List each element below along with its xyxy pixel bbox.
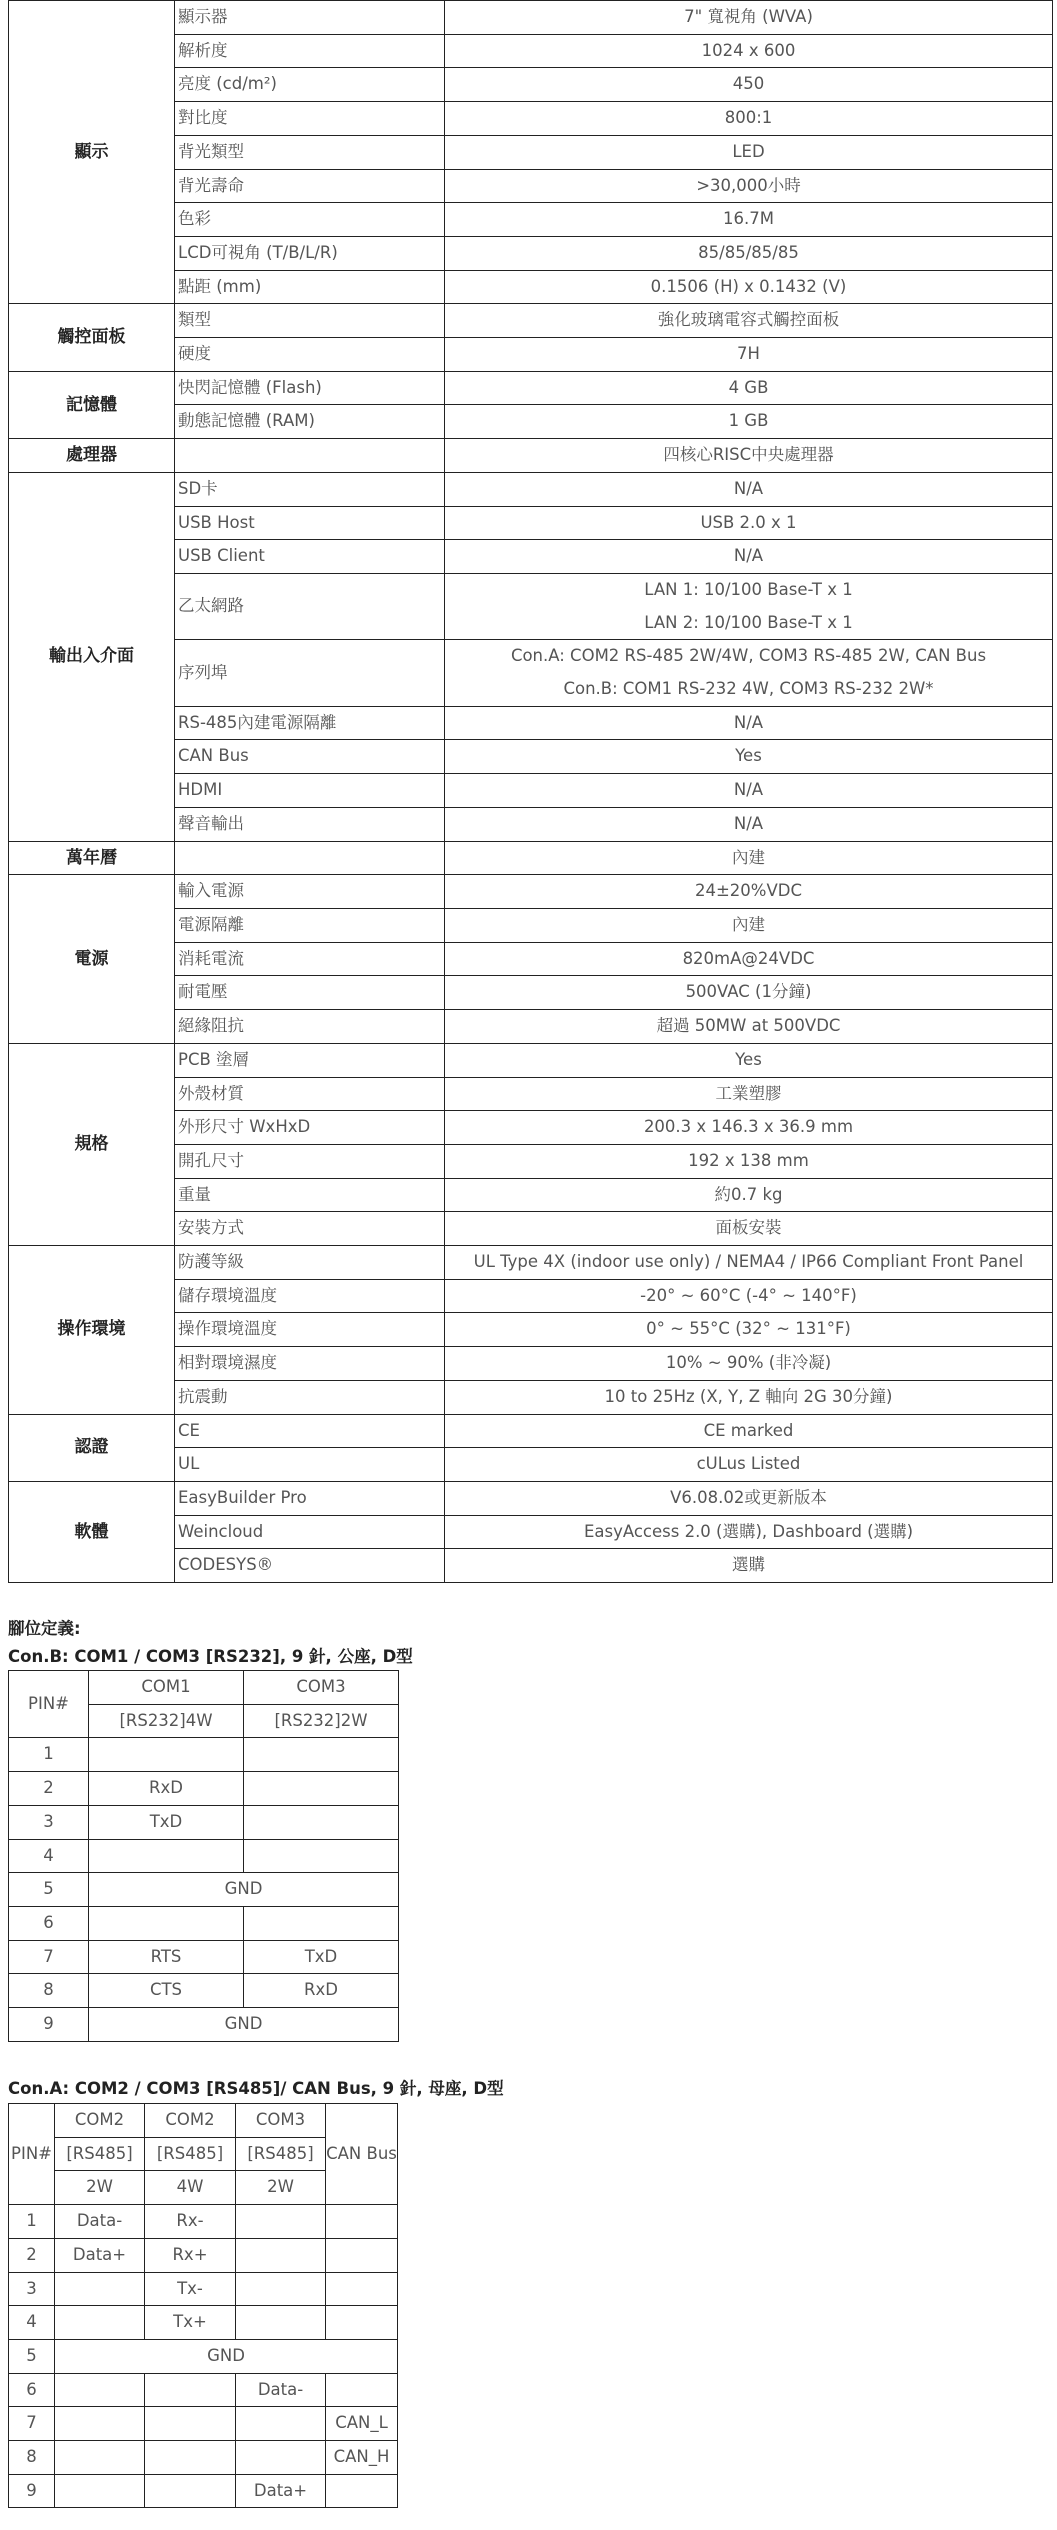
spec-label: 顯示器 xyxy=(175,1,445,35)
com2-2w-header-line1: COM2 xyxy=(55,2104,145,2138)
pin-signal: Tx+ xyxy=(145,2306,236,2340)
spec-value: 超過 50MW at 500VDC xyxy=(445,1010,1053,1044)
spec-label: 絕緣阻抗 xyxy=(175,1010,445,1044)
canbus-header: CAN Bus xyxy=(326,2104,398,2205)
com3-header-line1: COM3 xyxy=(244,1671,399,1705)
spec-category: 觸控面板 xyxy=(9,304,175,371)
pin-signal xyxy=(236,2238,326,2272)
spec-row xyxy=(9,304,1053,338)
spec-label: 亮度 (cd/m²) xyxy=(175,68,445,102)
spec-label: 硬度 xyxy=(175,338,445,372)
spec-label: 儲存環境溫度 xyxy=(175,1279,445,1313)
pin-number: 3 xyxy=(9,2272,55,2306)
spec-value: cULus Listed xyxy=(445,1448,1053,1482)
spec-value: N/A xyxy=(445,807,1053,841)
pin-signal: TxD xyxy=(244,1940,399,1974)
pin-signal xyxy=(55,2441,145,2475)
spec-value: 工業塑膠 xyxy=(445,1077,1053,1111)
spec-value: 1024 x 600 xyxy=(445,34,1053,68)
spec-value: UL Type 4X (indoor use only) / NEMA4 / IP66 Compliant Front Panel xyxy=(445,1246,1053,1280)
pin-signal xyxy=(145,2441,236,2475)
spec-category: 處理器 xyxy=(9,439,175,473)
spec-label: 聲音輸出 xyxy=(175,807,445,841)
spec-label: CAN Bus xyxy=(175,740,445,774)
spec-value: Yes xyxy=(445,740,1053,774)
spec-label: CE xyxy=(175,1414,445,1448)
spec-category: 認證 xyxy=(9,1414,175,1481)
pin-signal: Data- xyxy=(236,2373,326,2407)
spec-value: -20° ~ 60°C (-4° ~ 140°F) xyxy=(445,1279,1053,1313)
spec-value: LED xyxy=(445,135,1053,169)
pin-signal xyxy=(236,2407,326,2441)
pin-number: 9 xyxy=(9,2008,89,2042)
spec-label: 解析度 xyxy=(175,34,445,68)
com1-header-line2: [RS232]4W xyxy=(89,1704,244,1738)
spec-value: 7H xyxy=(445,338,1053,372)
spec-value: 內建 xyxy=(445,841,1053,875)
com2-4w-header-line1: COM2 xyxy=(145,2104,236,2138)
pin-signal xyxy=(55,2373,145,2407)
spec-row xyxy=(9,1481,1053,1515)
pin-header: PIN# xyxy=(9,2104,55,2205)
spec-category: 輸出入介面 xyxy=(9,472,175,841)
pin-signal: GND xyxy=(89,1873,399,1907)
spec-label xyxy=(175,841,445,875)
table-row xyxy=(9,1873,399,1907)
pin-signal xyxy=(326,2373,398,2407)
pin-number: 9 xyxy=(9,2474,55,2508)
spec-value: LAN 1: 10/100 Base-T x 1 xyxy=(445,573,1053,606)
spec-value: 16.7M xyxy=(445,203,1053,237)
pin-signal xyxy=(145,2373,236,2407)
pin-signal: Rx- xyxy=(145,2205,236,2239)
table-row xyxy=(9,2008,399,2042)
spec-value: V6.08.02或更新版本 xyxy=(445,1481,1053,1515)
spec-label: 色彩 xyxy=(175,203,445,237)
spec-value: 800:1 xyxy=(445,102,1053,136)
table-row xyxy=(9,2238,398,2272)
com3-header-line2: [RS232]2W xyxy=(244,1704,399,1738)
pin-signal xyxy=(326,2205,398,2239)
pin-number: 4 xyxy=(9,2306,55,2340)
pin-number: 3 xyxy=(9,1805,89,1839)
spec-row xyxy=(9,439,1053,473)
spec-label: 乙太網路 xyxy=(175,573,445,639)
spec-table xyxy=(8,0,1053,1583)
spec-label: 快閃記憶體 (Flash) xyxy=(175,371,445,405)
com2-2w-header-line3: 2W xyxy=(55,2171,145,2205)
spec-value: N/A xyxy=(445,774,1053,808)
spec-value: N/A xyxy=(445,472,1053,506)
pin-number: 2 xyxy=(9,2238,55,2272)
spec-label: 對比度 xyxy=(175,102,445,136)
spec-value: 500VAC (1分鐘) xyxy=(445,976,1053,1010)
pin-number: 6 xyxy=(9,1906,89,1940)
spec-label: 外形尺寸 WxHxD xyxy=(175,1111,445,1145)
spec-value: 85/85/85/85 xyxy=(445,236,1053,270)
pin-signal xyxy=(145,2474,236,2508)
spec-label: 開孔尺寸 xyxy=(175,1144,445,1178)
spec-row xyxy=(9,1246,1053,1280)
pin-signal xyxy=(89,1839,244,1873)
pin-signal xyxy=(326,2272,398,2306)
spec-label xyxy=(175,439,445,473)
com2-2w-header-line2: [RS485] xyxy=(55,2137,145,2171)
pin-signal xyxy=(145,2407,236,2441)
spec-row xyxy=(9,1414,1053,1448)
spec-label: 外殼材質 xyxy=(175,1077,445,1111)
spec-label: 點距 (mm) xyxy=(175,270,445,304)
spec-value: 24±20%VDC xyxy=(445,875,1053,909)
spec-label: 輸入電源 xyxy=(175,875,445,909)
table-row xyxy=(9,2474,398,2508)
spec-category: 記憶體 xyxy=(9,371,175,438)
spec-value: N/A xyxy=(445,706,1053,740)
spec-value: 10 to 25Hz (X, Y, Z 軸向 2G 30分鐘) xyxy=(445,1380,1053,1414)
table-row xyxy=(9,1738,399,1772)
pin-signal xyxy=(236,2441,326,2475)
pin-header: PIN# xyxy=(9,1671,89,1738)
pin-number: 7 xyxy=(9,1940,89,1974)
spec-value: >30,000小時 xyxy=(445,169,1053,203)
pin-number: 1 xyxy=(9,2205,55,2239)
spec-value: USB 2.0 x 1 xyxy=(445,506,1053,540)
pin-signal: GND xyxy=(89,2008,399,2042)
pin-signal: CAN_L xyxy=(326,2407,398,2441)
pin-signal xyxy=(244,1839,399,1873)
pin-signal: Tx- xyxy=(145,2272,236,2306)
conB-title: Con.B: COM1 / COM3 [RS232], 9 針, 公座, D型 xyxy=(8,1647,413,1666)
pin-signal xyxy=(326,2306,398,2340)
pin-signal xyxy=(244,1906,399,1940)
pin-number: 8 xyxy=(9,2441,55,2475)
spec-category: 規格 xyxy=(9,1043,175,1245)
spec-category: 萬年曆 xyxy=(9,841,175,875)
com2-4w-header-line3: 4W xyxy=(145,2171,236,2205)
spec-value: 強化玻璃電容式觸控面板 xyxy=(445,304,1053,338)
spec-label: UL xyxy=(175,1448,445,1482)
spec-value: 450 xyxy=(445,68,1053,102)
spec-value: 內建 xyxy=(445,908,1053,942)
pin-signal: CTS xyxy=(89,1974,244,2008)
spec-row xyxy=(9,472,1053,506)
pin-signal: RxD xyxy=(244,1974,399,2008)
pin-signal: Data+ xyxy=(236,2474,326,2508)
table-row xyxy=(9,2373,398,2407)
spec-value: 1 GB xyxy=(445,405,1053,439)
spec-label: 重量 xyxy=(175,1178,445,1212)
spec-label: 安裝方式 xyxy=(175,1212,445,1246)
spec-label: 操作環境溫度 xyxy=(175,1313,445,1347)
table-row xyxy=(9,2407,398,2441)
spec-value: 0° ~ 55°C (32° ~ 131°F) xyxy=(445,1313,1053,1347)
spec-label: 電源隔離 xyxy=(175,908,445,942)
com1-header-line1: COM1 xyxy=(89,1671,244,1705)
pin-signal xyxy=(236,2272,326,2306)
pin-signal xyxy=(244,1772,399,1806)
table-row xyxy=(9,2272,398,2306)
spec-value: N/A xyxy=(445,540,1053,574)
table-row xyxy=(9,1940,399,1974)
spec-value: Con.B: COM1 RS-232 4W, COM3 RS-232 2W* xyxy=(445,673,1053,706)
spec-category: 顯示 xyxy=(9,1,175,304)
spec-row xyxy=(9,371,1053,405)
spec-label: 抗震動 xyxy=(175,1380,445,1414)
spec-value: LAN 2: 10/100 Base-T x 1 xyxy=(445,607,1053,640)
table-row xyxy=(9,2306,398,2340)
pin-number: 2 xyxy=(9,1772,89,1806)
spec-label: USB Host xyxy=(175,506,445,540)
com3-2w-header-line1: COM3 xyxy=(236,2104,326,2138)
spec-value: 10% ~ 90% (非冷凝) xyxy=(445,1347,1053,1381)
pin-number: 1 xyxy=(9,1738,89,1772)
spec-label: 防護等級 xyxy=(175,1246,445,1280)
spec-label: 背光壽命 xyxy=(175,169,445,203)
spec-label: 類型 xyxy=(175,304,445,338)
spec-value: CE marked xyxy=(445,1414,1053,1448)
spec-label: EasyBuilder Pro xyxy=(175,1481,445,1515)
spec-category: 軟體 xyxy=(9,1481,175,1582)
pin-signal xyxy=(326,2238,398,2272)
spec-label: CODESYS® xyxy=(175,1549,445,1583)
pin-signal: GND xyxy=(55,2339,398,2373)
spec-row xyxy=(9,1043,1053,1077)
pin-number: 8 xyxy=(9,1974,89,2008)
pin-definition-title: 腳位定義: xyxy=(8,1619,81,1638)
pin-signal xyxy=(244,1738,399,1772)
pin-signal: TxD xyxy=(89,1805,244,1839)
pin-number: 4 xyxy=(9,1839,89,1873)
pin-signal xyxy=(326,2474,398,2508)
spec-label: RS-485內建電源隔離 xyxy=(175,706,445,740)
spec-label: Weincloud xyxy=(175,1515,445,1549)
pin-signal xyxy=(236,2205,326,2239)
spec-label: USB Client xyxy=(175,540,445,574)
spec-label: 序列埠 xyxy=(175,640,445,706)
spec-value: 820mA@24VDC xyxy=(445,942,1053,976)
conA-pin-table xyxy=(8,2103,398,2508)
spec-value: 選購 xyxy=(445,1549,1053,1583)
pin-signal: Data- xyxy=(55,2205,145,2239)
pin-signal xyxy=(89,1738,244,1772)
pin-number: 5 xyxy=(9,1873,89,1907)
table-row xyxy=(9,1805,399,1839)
com2-4w-header-line2: [RS485] xyxy=(145,2137,236,2171)
pin-signal xyxy=(244,1805,399,1839)
spec-label: 動態記憶體 (RAM) xyxy=(175,405,445,439)
pin-signal xyxy=(236,2306,326,2340)
spec-value: EasyAccess 2.0 (選購), Dashboard (選購) xyxy=(445,1515,1053,1549)
conA-title: Con.A: COM2 / COM3 [RS485]/ CAN Bus, 9 針, 母座, D型 xyxy=(8,2079,504,2098)
spec-label: 背光類型 xyxy=(175,135,445,169)
pin-signal xyxy=(89,1906,244,1940)
pin-signal: RxD xyxy=(89,1772,244,1806)
table-row xyxy=(9,2205,398,2239)
pin-signal: Rx+ xyxy=(145,2238,236,2272)
pin-number: 7 xyxy=(9,2407,55,2441)
spec-label: HDMI xyxy=(175,774,445,808)
pin-signal: CAN_H xyxy=(326,2441,398,2475)
pin-number: 6 xyxy=(9,2373,55,2407)
table-row xyxy=(9,1839,399,1873)
spec-value: 四核心RISC中央處理器 xyxy=(445,439,1053,473)
spec-row xyxy=(9,1,1053,35)
spec-label: SD卡 xyxy=(175,472,445,506)
pin-signal xyxy=(55,2272,145,2306)
spec-value: 0.1506 (H) x 0.1432 (V) xyxy=(445,270,1053,304)
spec-label: 相對環境濕度 xyxy=(175,1347,445,1381)
spec-row xyxy=(9,875,1053,909)
pin-signal: Data+ xyxy=(55,2238,145,2272)
spec-value: 7" 寬視角 (WVA) xyxy=(445,1,1053,35)
spec-value: Con.A: COM2 RS-485 2W/4W, COM3 RS-485 2W, CAN Bus xyxy=(445,640,1053,673)
table-row xyxy=(9,1772,399,1806)
spec-value: 約0.7 kg xyxy=(445,1178,1053,1212)
spec-value: 4 GB xyxy=(445,371,1053,405)
table-row xyxy=(9,1974,399,2008)
pin-signal xyxy=(55,2306,145,2340)
pin-signal: RTS xyxy=(89,1940,244,1974)
pin-signal xyxy=(55,2474,145,2508)
spec-value: 面板安裝 xyxy=(445,1212,1053,1246)
spec-value: Yes xyxy=(445,1043,1053,1077)
table-row xyxy=(9,1906,399,1940)
pin-number: 5 xyxy=(9,2339,55,2373)
pin-signal xyxy=(55,2407,145,2441)
com3-2w-header-line2: [RS485] xyxy=(236,2137,326,2171)
spec-label: 耐電壓 xyxy=(175,976,445,1010)
spec-category: 操作環境 xyxy=(9,1246,175,1415)
spec-label: PCB 塗層 xyxy=(175,1043,445,1077)
conB-pin-table xyxy=(8,1670,399,2042)
spec-label: LCD可視角 (T/B/L/R) xyxy=(175,236,445,270)
spec-label: 消耗電流 xyxy=(175,942,445,976)
spec-value: 192 x 138 mm xyxy=(445,1144,1053,1178)
spec-category: 電源 xyxy=(9,875,175,1044)
spec-value: 200.3 x 146.3 x 36.9 mm xyxy=(445,1111,1053,1145)
table-row xyxy=(9,2339,398,2373)
spec-row xyxy=(9,841,1053,875)
table-row xyxy=(9,2441,398,2475)
com3-2w-header-line3: 2W xyxy=(236,2171,326,2205)
